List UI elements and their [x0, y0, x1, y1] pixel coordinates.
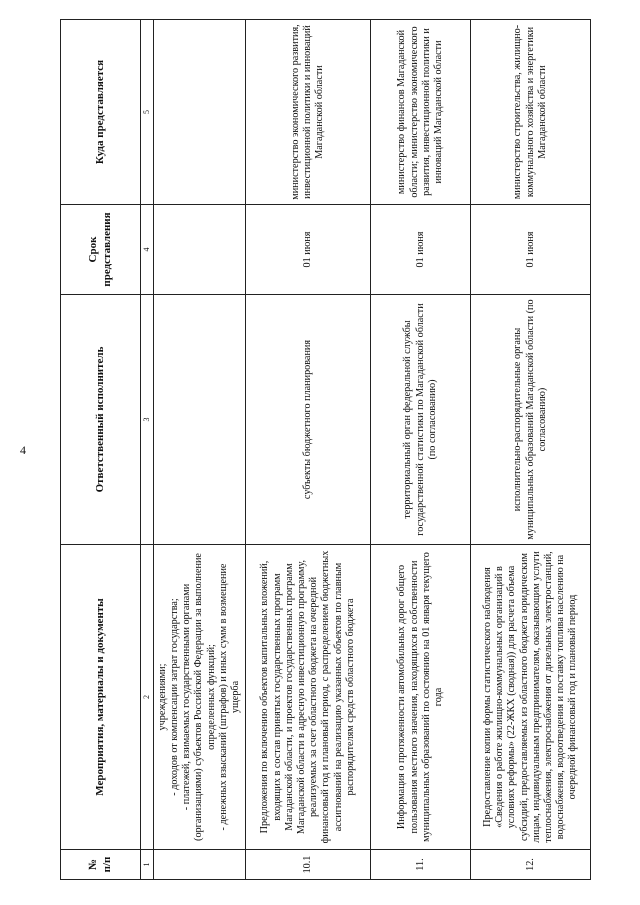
row-recipient: министерство экономического развития, инвестиционной политики и инноваций Магаданской области — [246, 20, 371, 205]
row-number: 12. — [471, 850, 591, 880]
empty-cell — [153, 205, 246, 295]
row-measure: Информация о протяженности автомобильных дорог общего пользования местного значения, находящихся в собственности муниципальных образований по состоянию на 01 января текущего года — [371, 545, 471, 850]
row-executor: субъекты бюджетного планирования — [246, 295, 371, 545]
empty-cell — [153, 20, 246, 205]
row-number: 11. — [371, 850, 471, 880]
continuation-text: учреждениями; - доходов от компенсации затрат государства; - платежей, взимаемых государственными органами (организациями) субъектов Российской Федерации за выполнение определенных функций; - денежных взысканий (штрафов) и иных сумм в возмещение ущерба — [153, 545, 246, 850]
row-executor: исполнительно-распорядительные органы муниципальных образований Магаданской области (по согласованию) — [471, 295, 591, 545]
table-row — [246, 20, 371, 880]
col-number: 5 — [141, 20, 154, 205]
column-number-row — [141, 20, 154, 880]
header-num: № п/п — [61, 850, 141, 880]
page-number: 4 — [20, 443, 26, 457]
row-deadline: 01 июня — [371, 205, 471, 295]
col-number: 4 — [141, 205, 154, 295]
header-row — [61, 20, 141, 880]
header-recipient: Куда представляется — [61, 20, 141, 205]
row-executor: территориальный орган федеральной службы государственной статистики по Магаданской области (по согласованию) — [371, 295, 471, 545]
col-number: 2 — [141, 545, 154, 850]
row-measure: Предоставление копии формы статистического наблюдения «Сведения о работе жилищно-коммунальных организаций в условиях реформы» (22-ЖКХ (сводная)) для расчета объема субсидий, предоставляемых из областного бюджета юридическим лицам, индивидуальным предпринимателям, оказывающим услуги теплоснабжения, электроснабжения от дизельных электростанций, водоснабжения, водоотведения и поставку топлива населению на очередной финансовый год и плановый период — [471, 545, 591, 850]
row-recipient: министерство финансов Магаданской области; министерство экономического развития, инвестиционной политики и инноваций Магаданской области — [371, 20, 471, 205]
row-deadline: 01 июня — [246, 205, 371, 295]
table-row-continuation — [153, 20, 246, 880]
header-deadline: Срок представления — [61, 205, 141, 295]
col-number: 1 — [141, 850, 154, 880]
row-deadline: 01 июня — [471, 205, 591, 295]
row-recipient: министерство строительства, жилищно-коммунального хозяйства и энергетики Магаданской области — [471, 20, 591, 205]
header-measures: Мероприятия, материалы и документы — [61, 545, 141, 850]
landscape-table-wrapper — [60, 20, 605, 880]
header-executor: Ответственный исполнитель — [61, 295, 141, 545]
row-measure: Предложения по включению объектов капитальных вложений, входящих в состав принятых государственных программ Магаданской области, и проектов государственных программ Магаданской области в адресную инвестиционную программу, реализуемых за счет областного бюджета на очередной финансовый год и плановый период, с распределением бюджетных ассигнований на реализацию указанных объектов по главным распорядителям средств областного бюджета — [246, 545, 371, 850]
empty-cell — [153, 295, 246, 545]
empty-cell — [153, 850, 246, 880]
table-row — [371, 20, 471, 880]
measures-table — [60, 19, 591, 880]
row-number: 10.1 — [246, 850, 371, 880]
table-row — [471, 20, 591, 880]
col-number: 3 — [141, 295, 154, 545]
